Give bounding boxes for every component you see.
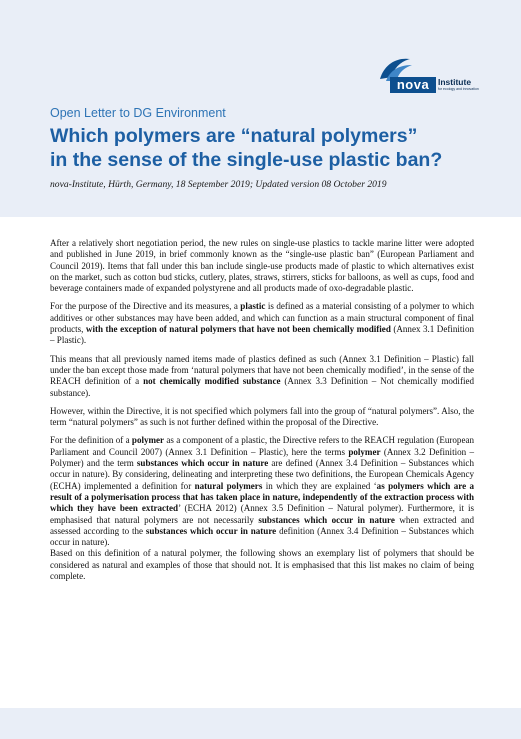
bold-term: polymer [131, 435, 165, 446]
document-byline: nova-Institute, Hürth, Germany, 18 September 2019; Updated version 08 October 2019 [50, 179, 387, 190]
title-line-2: in the sense of the single-use plastic ban? [50, 149, 443, 171]
bold-term: as polymers which are a result of a polymerisation process that has taken place in nature, independently of the extraction process with which they have been extracted [50, 480, 475, 514]
logo-tagline: for ecology and innovation [438, 87, 479, 91]
text-span: For the purpose of the Directive and its measures, a [50, 301, 241, 312]
paragraph-1: After a relatively short negotiation period, the new rules on single-use plastics to tackle marine litter were adopted and published in June 2019, in brief commonly known as the “single-use plastic ban” (European Parliament and Council 2019). Items that fall under this ban include single-use products made of plastic to which alternatives exist on the market, such as cotton bud sticks, cutlery, plates, straws, stirrers, sticks for balloons, as well as cups, food and beverage containers made of expanded polystyrene and all products made of oxo-degradable plastic. [50, 238, 474, 294]
document-body [50, 238, 474, 589]
text-span: This means that all previously named items made of plastics defined as such (Annex 3.1 Definition – Plastic) fall under the ban except those made from ‘natural polymers that have not been chemically modified’, in the sense of the REACH definition of a [50, 353, 474, 387]
logo-brand: nova [390, 77, 436, 93]
bold-term: polymer [348, 446, 381, 457]
text-span: when extracted and assessed according to the [50, 514, 475, 536]
text-span: definition (Annex 3.4 Definition – Substances which occur in nature). [50, 525, 474, 548]
bold-term: substances which occur in nature [136, 458, 269, 469]
paragraph-3 [50, 354, 474, 399]
text-span: ’ (ECHA 2012) (Annex 3.5 Definition – Natural polymer). Furthermore, it is emphasised that natural polymers are not necessarily [50, 503, 474, 525]
logo-name: Institute [438, 77, 472, 87]
bold-term: with the exception of natural polymers that have not been chemically modified [85, 324, 391, 335]
text-span: as a component of a plastic, the Directive refers to the REACH regulation (European Parliament and Council 2007) (Annex 3.1 Definition – Plastic), here the terms [50, 435, 475, 457]
paragraph-6: Based on this definition of a natural polymer, the following shows an exemplary list of polymers that should be considered as natural and examples of those that should not. It is emphasised that this list makes no claim of being complete. [50, 548, 474, 582]
document-title [50, 124, 490, 172]
title-line-1: Which polymers are “natural polymers” [50, 125, 418, 147]
paragraph-2 [50, 301, 474, 346]
text-span: are defined (Annex 3.4 Definition – Substances which occur in nature). By considering, delineating and interpreting these two definitions, the European Chemicals Agency (ECHA) implemented a definition for [50, 458, 474, 491]
paragraph-4: However, within the Directive, it is not specified which polymers fall into the group of “natural polymers”. Also, the term “natural polymers” as such is not further defined within the proposal of the Directive. [50, 405, 474, 428]
bold-term: substances which occur in nature [145, 525, 277, 536]
text-span: is defined as a material consisting of a polymer to which additives or other substances may have been added, and which can function as a main structural component of final products, [50, 301, 474, 335]
bold-term: substances which occur in nature [258, 514, 395, 525]
text-span: For the definition of a [50, 435, 132, 446]
nova-institute-logo [376, 55, 508, 95]
bold-term: plastic [240, 301, 266, 312]
text-span: (Annex 3.2 Definition – Polymer) and the term [50, 446, 474, 469]
bold-term: natural polymers [194, 480, 263, 491]
text-span: (Annex 3.1 Definition – Plastic). [50, 324, 474, 346]
paragraph-5 [50, 435, 474, 548]
header-band [0, 0, 521, 217]
text-span: in which they are explained ‘ [262, 480, 377, 491]
document-kicker: Open Letter to DG Environment [50, 106, 226, 120]
text-span: (Annex 3.3 Definition – Not chemically modified substance). [50, 376, 475, 398]
bold-term: not chemically modified substance [143, 376, 281, 387]
footer-band [0, 708, 521, 739]
